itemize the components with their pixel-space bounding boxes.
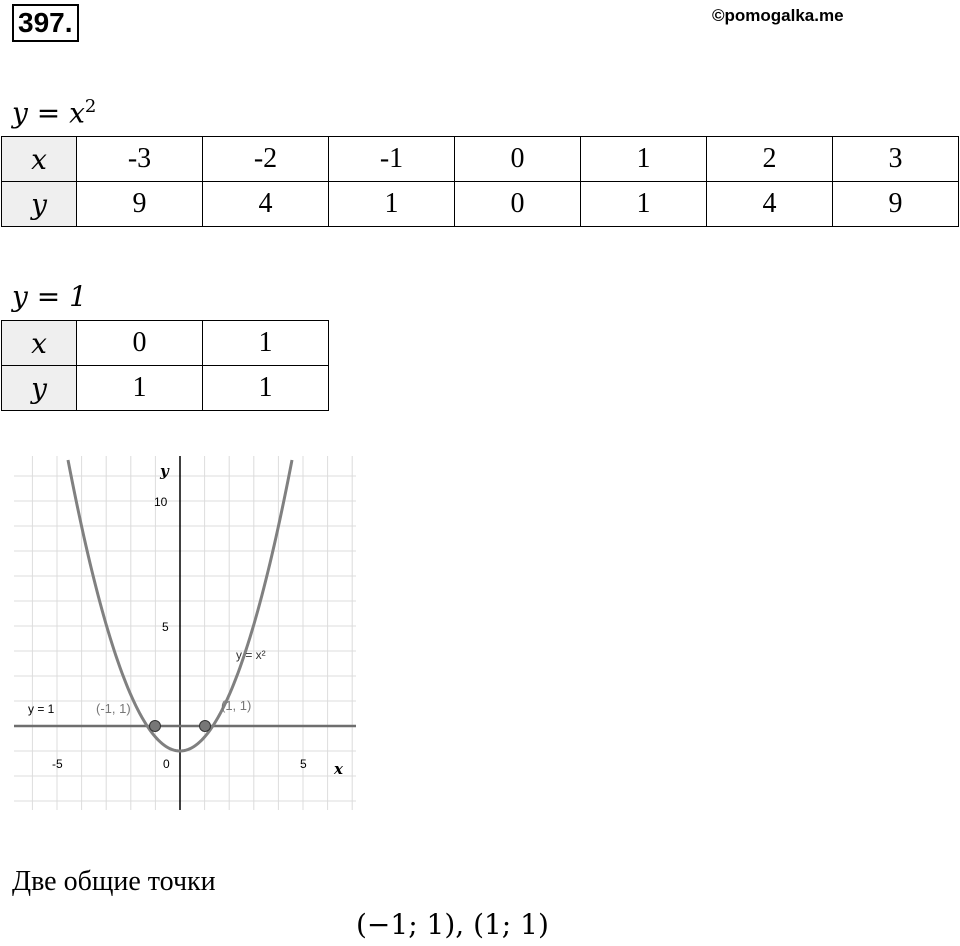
formula-rest: = x — [27, 96, 85, 130]
tick-label-x-5: 5 — [300, 757, 307, 771]
curve-label: y = x² — [236, 648, 266, 662]
formula-exponent: 2 — [84, 96, 97, 117]
row-label-y: y — [2, 366, 77, 411]
line-label: y = 1 — [28, 702, 55, 716]
watermark: ©pomogalka.me — [712, 6, 844, 25]
table-cell: -3 — [77, 137, 203, 182]
answer-points: (−1; 1), (1; 1) — [356, 908, 549, 941]
table-cell: 1 — [581, 182, 707, 227]
table-cell: 1 — [581, 137, 707, 182]
row-label-y: y — [2, 182, 77, 227]
table-row-x — [2, 137, 959, 182]
row-label-x: x — [2, 321, 77, 366]
function-graph — [14, 456, 356, 810]
intersection-point-right — [200, 721, 211, 732]
values-table-parabola — [1, 136, 959, 227]
table-cell: 1 — [77, 366, 203, 411]
table-cell: 1 — [203, 366, 329, 411]
table-cell: 3 — [833, 137, 959, 182]
table-cell: 2 — [707, 137, 833, 182]
conclusion-text: Две общие точки — [12, 866, 216, 897]
table-row-y — [2, 182, 959, 227]
formula-var: y — [12, 96, 28, 130]
table-cell: 4 — [707, 182, 833, 227]
table-cell: -2 — [203, 137, 329, 182]
table-row-y — [2, 366, 329, 411]
values-table-line — [1, 320, 329, 411]
table-cell: 1 — [329, 182, 455, 227]
intersection-point-left — [150, 721, 161, 732]
table-cell: 9 — [833, 182, 959, 227]
table-cell: 1 — [203, 321, 329, 366]
formula-parabola — [12, 96, 96, 129]
point-label-left: (-1, 1) — [96, 701, 131, 716]
axis-label-x: x — [334, 760, 343, 778]
row-label-x: x — [2, 137, 77, 182]
table-cell: 9 — [77, 182, 203, 227]
tick-label-x-0: 0 — [163, 757, 170, 771]
tick-label-x-neg5: -5 — [52, 757, 63, 771]
tick-label-y-10: 10 — [154, 495, 168, 509]
formula-line: y = 1 — [12, 280, 87, 313]
axis-label-y: y — [160, 462, 169, 480]
table-cell: 0 — [455, 137, 581, 182]
table-cell: 0 — [77, 321, 203, 366]
problem-number: 397. — [12, 4, 79, 42]
table-cell: 4 — [203, 182, 329, 227]
table-row-x — [2, 321, 329, 366]
table-cell: 0 — [455, 182, 581, 227]
point-label-right: (1, 1) — [221, 698, 252, 713]
tick-label-y-5: 5 — [162, 620, 169, 634]
table-cell: -1 — [329, 137, 455, 182]
